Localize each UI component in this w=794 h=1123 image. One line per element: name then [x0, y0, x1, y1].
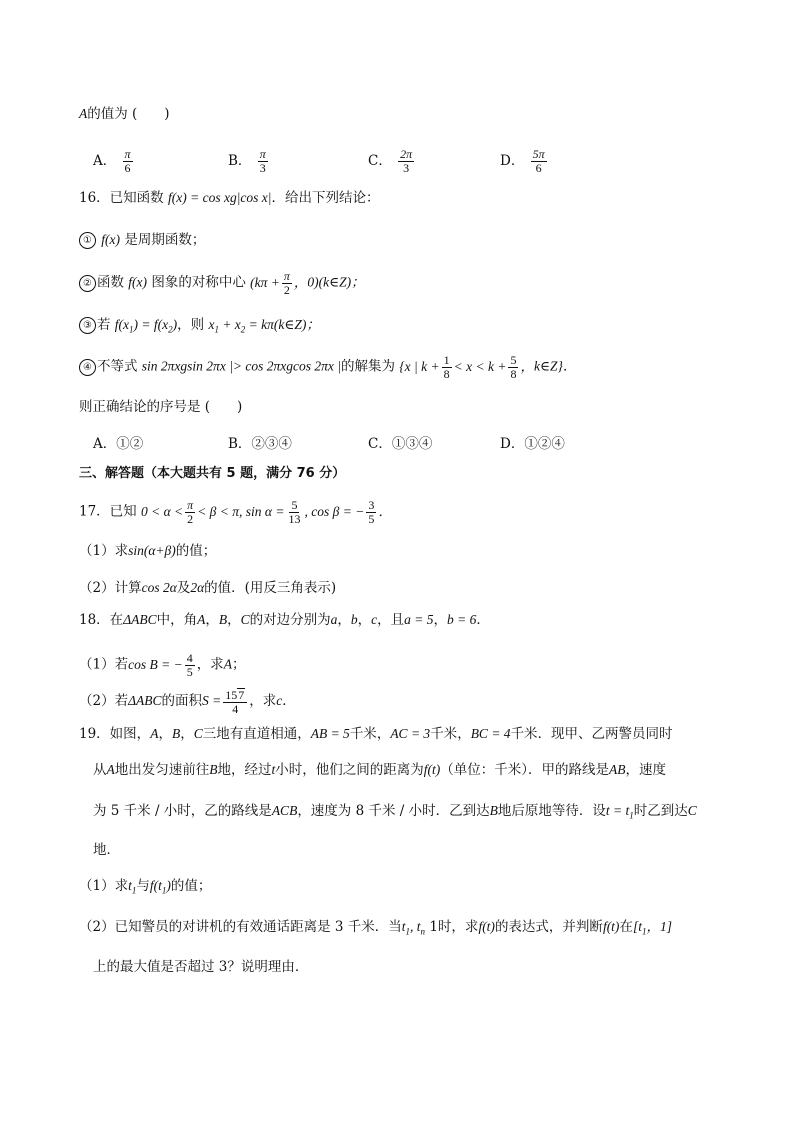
part-text: 与: [136, 878, 150, 894]
formula: $x_1 + x_2$: [208, 317, 246, 335]
circled-number: ③: [79, 317, 96, 334]
given-values: a = 5: [404, 612, 434, 627]
q15-tail-text: 的值为 ( ): [87, 106, 170, 122]
q17-part2: [79, 578, 336, 598]
q19-text: ．现甲、乙两警员同时: [537, 726, 673, 742]
q16-option-c: [368, 434, 432, 454]
unit: 千米: [430, 726, 458, 742]
q16-option-b: [228, 434, 292, 454]
q18-text: ，且: [377, 612, 405, 628]
q19-line4: [93, 840, 120, 860]
conclusion-text: 不等式: [97, 358, 138, 375]
part-text: ，求: [196, 656, 224, 673]
q19-text: 地．: [93, 842, 120, 858]
option-value: ①③④: [391, 436, 433, 452]
unit: 千米: [510, 726, 538, 742]
q17-part1: [79, 541, 216, 561]
part-text: 及: [176, 580, 191, 596]
option-label: A．: [93, 436, 117, 452]
option-label: C．: [368, 153, 392, 169]
option-label: D．: [500, 436, 525, 452]
q18-part1: （1）若cos B = − $\frac{4}{5}$ ，求A；: [79, 651, 246, 679]
formula: 2α: [190, 580, 205, 595]
q19-part2: （2）已知警员的对讲机的有效通话距离是 3 千米．当$t_1$, $t_n$ 1时，求f(t)的表达式，并判断f(t)在[$t_1$，1]: [79, 919, 672, 937]
q16-conclusion-1: [79, 230, 205, 250]
q16-stem-prefix: 16．已知函数: [79, 190, 164, 206]
q16-conclusion-2: [79, 270, 365, 297]
part-label: （1）求: [79, 878, 129, 894]
q19-text: 19．如图，: [79, 726, 151, 742]
option-label: C．: [368, 436, 392, 452]
q19-text: 时乙到达: [633, 803, 688, 819]
conclusion-text: 函数: [97, 274, 124, 291]
option-label: B．: [228, 436, 252, 452]
q15-option-d: [500, 148, 549, 175]
formula: sin 2πxgsin 2πx |> cos 2πxgcos 2πx |: [141, 358, 341, 374]
frac-num: 5π: [532, 147, 545, 161]
part-text: 的值；: [170, 878, 212, 894]
part-label: （2）若: [79, 693, 129, 710]
q19-text: 三地有直道相通，: [202, 726, 311, 742]
part-label: （1）求: [79, 543, 129, 559]
question-text: 则正确结论的序号是 ( ): [79, 399, 243, 415]
option-fraction: [123, 148, 133, 175]
circled-number: ①: [79, 232, 96, 249]
center-formula: (kπ + $\frac{\pi}{2}$ ，: [250, 269, 308, 297]
q19-text: 为 5 千米 / 小时，乙的路线是: [93, 803, 272, 819]
q15-option-b: [228, 148, 270, 175]
conclusion-text: 是周期函数；: [124, 232, 206, 248]
var-A: A: [79, 106, 88, 121]
q19-text: 地出发匀速前往: [114, 762, 210, 778]
option-value: ①②: [116, 436, 144, 452]
q18-part2: （2）若ΔABC的面积S = $\frac{157}{4}$ ，求c．: [79, 688, 296, 716]
solution-set-formula: {x | k + $\frac{1}{8}$ < x < k + $\frac{5}{8}$ ，: [399, 353, 534, 381]
formula: sin(α+β): [128, 543, 176, 558]
part-text: 上的最大值是否超过 3？说明理由．: [93, 959, 309, 975]
formula: BC = 4: [470, 726, 511, 741]
part-text: （2）已知警员的对讲机的有效通话距离是 3 千米．当: [79, 919, 402, 935]
formula: AB = 5: [310, 726, 350, 741]
q16-option-d: [500, 434, 565, 454]
q19-text: 从: [93, 762, 107, 778]
part-label: （1）若: [79, 656, 129, 673]
option-label: A．: [93, 153, 117, 169]
formula: f(x): [128, 274, 148, 290]
part-text: 1时，求: [429, 919, 479, 935]
part-text: 的表达式，并判断: [494, 919, 603, 935]
frac-num: 2π: [400, 147, 413, 161]
conclusion-text: 图象的对称中心: [151, 274, 246, 291]
angles: A: [197, 612, 206, 627]
q16-conclusion-4: [79, 354, 576, 381]
part-text: 的值；: [175, 543, 217, 559]
q16-stem: [79, 188, 379, 208]
frac-num: π: [259, 147, 266, 161]
q19-part2-cont: [93, 957, 308, 977]
q19-line1: 19．如图，A，B，C三地有直道相通，AB = 5千米，AC = 3千米，BC = 4千米．现甲、乙两警员同时: [79, 726, 673, 742]
q19-text: ，速度为 8 千米 / 小时．乙到达: [297, 803, 490, 819]
q17-stem: [79, 499, 392, 526]
q19-text: 小时，他们之间的距离为: [275, 762, 424, 778]
frac-den: 3: [403, 161, 410, 175]
q17-formula: 0 < α < $\frac{\pi}{2}$ < β < π, sin α = $\frac{5}{13}$ , cos β = − $\frac{3}{5}$ ．: [140, 498, 392, 526]
q19-text: （单位：千米）．甲的路线是: [440, 762, 610, 778]
part-text: 的值．(用反三角表示): [204, 580, 337, 596]
part-text: 在: [619, 919, 633, 935]
formula: cos 2α: [141, 580, 177, 595]
q18-text: 中，角: [156, 612, 198, 628]
circled-number: ④: [79, 359, 96, 376]
q18-text: 的对边分别为: [249, 612, 331, 628]
option-fraction: [531, 148, 547, 175]
formula-tail: k∈Z}．: [533, 358, 577, 374]
q19-part1: （1）求$t_1$与$f(t_1)$的值；: [79, 878, 212, 896]
option-label: D．: [500, 153, 525, 169]
frac-den: 3: [259, 161, 266, 175]
q19-line2: 从A地出发匀速前往B地，经过t小时，他们之间的距离为f(t)（单位：千米）．甲的路线是AB，速度: [93, 762, 667, 778]
q18-stem: 18．在ΔABC中，角A，B，C的对边分别为a，b，c，且a = 5，b = 6．: [79, 612, 490, 628]
frac-den: 6: [535, 161, 542, 175]
q17-prefix: 17．已知: [79, 503, 137, 520]
unit: 千米: [349, 726, 377, 742]
conclusion-text: 的解集为: [340, 358, 395, 375]
option-fraction: [258, 148, 268, 175]
formula: $f(x_1) = f(x_2)$: [114, 317, 178, 335]
conclusion-text: 若: [97, 317, 111, 333]
option-value: ②③④: [251, 436, 292, 452]
option-label: B．: [228, 153, 252, 169]
triangle: ΔABC: [123, 612, 157, 627]
q16-question: [79, 397, 242, 417]
q15-tail: [79, 104, 170, 124]
q19-text: ，速度: [625, 762, 667, 778]
part-text: ，求: [249, 693, 277, 710]
part-label: （2）计算: [79, 580, 142, 596]
section-heading: 三、解答题（本大题共有 5 题，满分 76 分）: [79, 466, 346, 481]
q19-text: 地，经过: [217, 762, 272, 778]
circled-number: ②: [79, 275, 96, 292]
part-text: 的面积: [161, 693, 203, 710]
frac-num: π: [124, 147, 131, 161]
sides: a: [330, 612, 338, 627]
q16-stem-formula: f(x) = cos xg|cos x|: [167, 190, 272, 205]
q16-conclusion-3: [79, 315, 320, 340]
conclusion-text: ，则: [177, 317, 205, 333]
frac-den: 6: [124, 161, 131, 175]
q19-line3: 为 5 千米 / 小时，乙的路线是ACB，速度为 8 千米 / 小时．乙到达B地后原地等待．设$t = t_1$时乙到达C: [93, 803, 697, 821]
formula: f(x): [101, 232, 121, 247]
q19-text: 地后原地等待．设: [497, 803, 606, 819]
area-formula: S = $\frac{157}{4}$: [202, 693, 249, 708]
q15-option-a: [93, 148, 135, 175]
formula: AC = 3: [390, 726, 431, 741]
formula-tail: 0)(k∈Z)；: [307, 274, 365, 290]
option-value: ①②④: [524, 436, 565, 452]
q15-option-c: [368, 148, 416, 175]
q16-option-a: [93, 434, 143, 454]
q18-prefix: 18．在: [79, 612, 124, 628]
triangle: ΔABC: [128, 693, 162, 709]
option-fraction: [398, 148, 414, 175]
q16-stem-suffix: ．给出下列结论：: [271, 190, 380, 206]
formula-tail: = kπ(k∈Z)；: [248, 317, 320, 332]
formula-tail: 1]: [659, 919, 672, 934]
formula: cos B = − $\frac{4}{5}$: [128, 651, 193, 679]
